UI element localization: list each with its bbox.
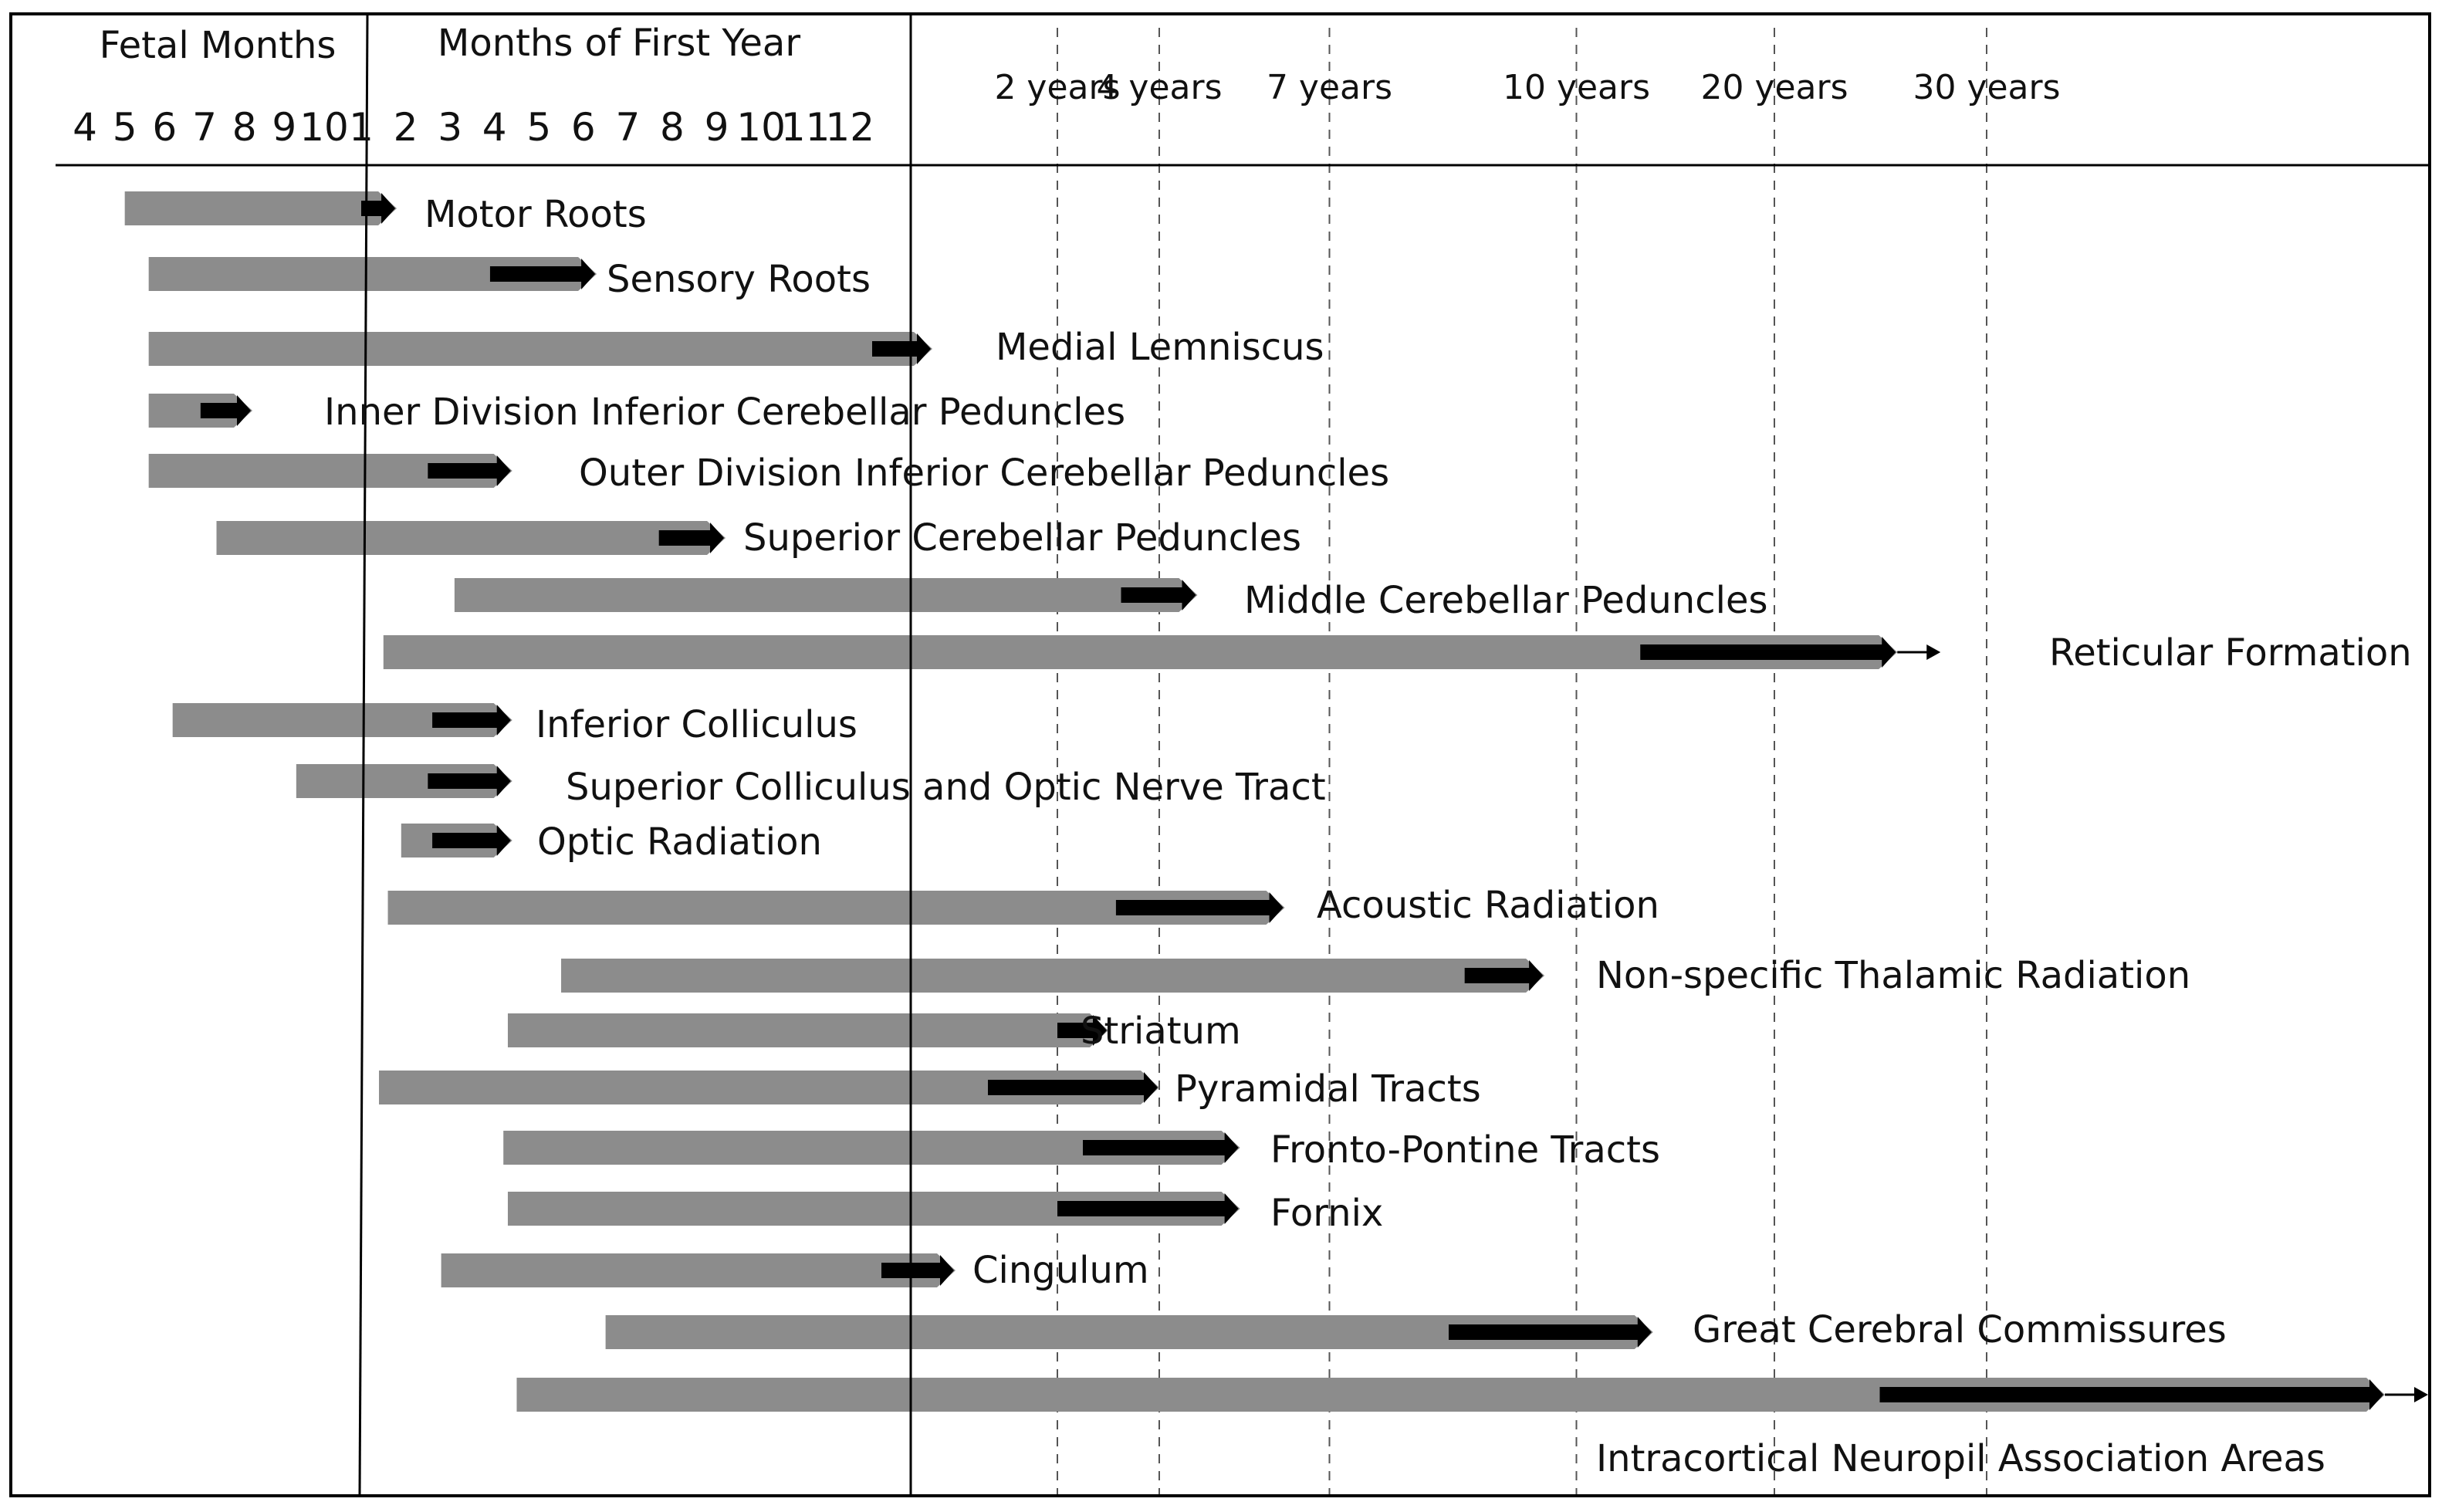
month-tick-label: 12 <box>825 105 875 150</box>
year-tick-label: 20 years <box>1700 68 1848 107</box>
fetal-tick-label: 4 <box>73 105 97 150</box>
year-tick-label: 7 years <box>1266 68 1393 107</box>
tract-bar <box>149 332 932 366</box>
month-tick-label: 7 <box>615 105 641 150</box>
tract-grey-bar <box>217 521 726 555</box>
tract-bar <box>296 764 512 798</box>
tract-label: Non-specific Thalamic Radiation <box>1596 954 2191 997</box>
tract-label: Fornix <box>1270 1192 1384 1235</box>
tract-label: Outer Division Inferior Cerebellar Peduncles <box>579 452 1390 495</box>
year-tick-label: 2 years <box>994 68 1121 107</box>
tract-grey-bar <box>508 1013 1108 1047</box>
tract-bar <box>441 1253 955 1287</box>
month-tick-label: 3 <box>438 105 463 150</box>
tract-bar <box>384 635 1940 669</box>
tract-label: Superior Colliculus and Optic Nerve Tract <box>566 766 1326 809</box>
tract-label: Medial Lemniscus <box>996 326 1324 369</box>
tract-bar <box>508 1192 1240 1226</box>
month-tick-label: 2 <box>393 105 418 150</box>
tract-bar <box>561 959 1544 993</box>
year-tick-label: 30 years <box>1913 68 2061 107</box>
fetal-tick-label: 6 <box>152 105 178 150</box>
month-tick-label: 9 <box>704 105 729 150</box>
tract-grey-bar <box>561 959 1544 993</box>
tract-label: Acoustic Radiation <box>1317 884 1659 927</box>
fetal-tick-label: 7 <box>192 105 217 150</box>
tract-label: Reticular Formation <box>2049 631 2412 675</box>
tract-label: Inner Division Inferior Cerebellar Peduncles <box>324 391 1126 434</box>
tract-grey-bar <box>441 1253 955 1287</box>
tract-label: Great Cerebral Commissures <box>1693 1308 2227 1351</box>
month-tick-label: 10 <box>736 105 786 150</box>
birth-divider <box>360 14 367 1496</box>
tract-bar <box>388 891 1285 925</box>
fetal-tick-label: 8 <box>232 105 257 150</box>
ticks-layer <box>73 68 2060 150</box>
tract-bar <box>149 394 252 428</box>
tract-label: Fronto-Pontine Tracts <box>1270 1128 1661 1172</box>
fetal-tick-label: 10 <box>299 105 349 150</box>
month-tick-label: 1 <box>349 105 374 150</box>
fetal-tick-label: 5 <box>112 105 137 150</box>
year-tick-label: 4 years <box>1096 68 1223 107</box>
fetal-tick-label: 9 <box>272 105 297 150</box>
tract-label: Striatum <box>1081 1010 1241 1053</box>
tract-bar <box>516 1378 2428 1412</box>
chart-frame <box>11 14 2430 1496</box>
tract-label: Optic Radiation <box>537 820 822 864</box>
tract-bar <box>606 1315 1653 1349</box>
tract-bar <box>149 454 512 488</box>
tract-grey-bar <box>455 578 1198 612</box>
grid-layer <box>1057 28 1987 1496</box>
month-tick-label: 11 <box>780 105 830 150</box>
tract-grey-bar <box>125 191 397 225</box>
tract-bar <box>503 1131 1240 1165</box>
tract-bar <box>173 703 512 737</box>
tract-grey-bar <box>149 332 932 366</box>
month-tick-label: 6 <box>570 105 596 150</box>
tract-label: Sensory Roots <box>607 258 871 301</box>
tract-bar <box>401 824 512 857</box>
frame-layer <box>11 14 2430 1496</box>
tract-bar <box>125 191 397 225</box>
tract-bar <box>508 1013 1108 1047</box>
tract-label: Inferior Colliculus <box>536 703 857 746</box>
tract-continuation-arrowhead <box>2414 1387 2428 1402</box>
tract-label: Cingulum <box>972 1249 1149 1292</box>
month-tick-label: 8 <box>660 105 685 150</box>
tract-label: Intracortical Neuropil Association Areas <box>1596 1437 2325 1480</box>
header-layer <box>100 22 801 67</box>
tract-label: Middle Cerebellar Peduncles <box>1244 579 1768 622</box>
tract-label: Pyramidal Tracts <box>1175 1067 1481 1111</box>
tract-label: Superior Cerebellar Peduncles <box>743 516 1301 560</box>
year-tick-label: 10 years <box>1502 68 1651 107</box>
tract-bar <box>217 521 726 555</box>
tract-bar <box>455 578 1198 612</box>
tract-continuation-arrowhead <box>1926 644 1940 660</box>
tract-bar <box>149 257 597 291</box>
fetal-months-label: Fetal Months <box>99 24 337 67</box>
tract-label: Motor Roots <box>424 193 647 236</box>
month-tick-label: 5 <box>526 105 552 150</box>
month-tick-label: 4 <box>482 105 507 150</box>
tract-bar <box>379 1071 1159 1104</box>
first-year-label: Months of First Year <box>437 22 801 65</box>
